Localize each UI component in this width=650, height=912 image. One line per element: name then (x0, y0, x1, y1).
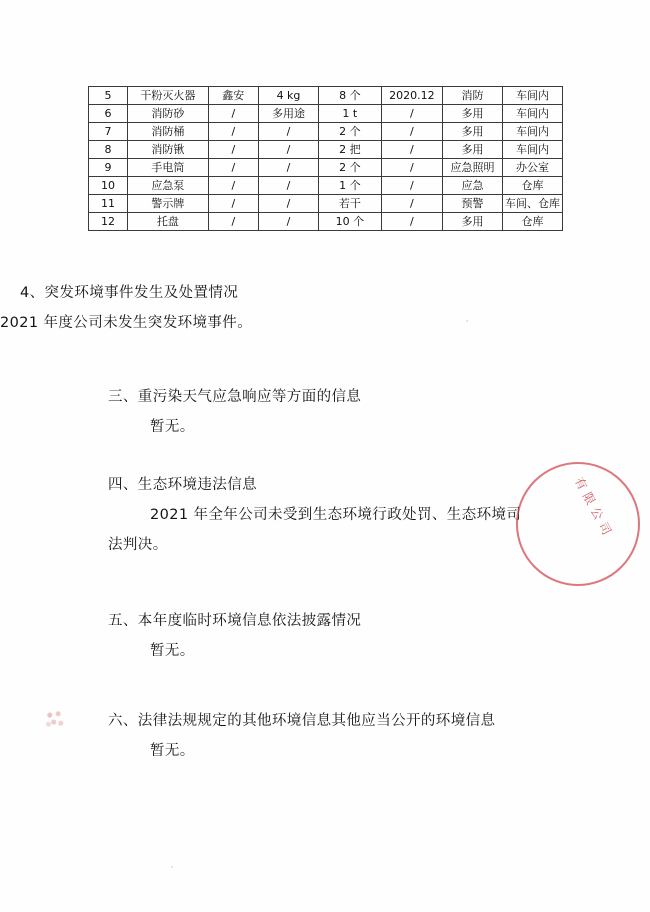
section-interim-disclosure (108, 606, 578, 666)
cell-quantity: 2 把 (319, 141, 381, 159)
cell-spec: / (258, 213, 318, 231)
cell-date: / (381, 159, 443, 177)
cell-quantity: 10 个 (319, 213, 381, 231)
table-row (89, 195, 563, 213)
scan-speck (466, 320, 468, 322)
cell-quantity: 若干 (319, 195, 381, 213)
cell-spec: / (258, 177, 318, 195)
cell-usage: 多用 (443, 105, 503, 123)
equipment-table-body (89, 87, 563, 231)
cell-usage: 多用 (443, 123, 503, 141)
cell-brand: / (208, 177, 258, 195)
cell-spec: 多用途 (258, 105, 318, 123)
cell-usage: 多用 (443, 213, 503, 231)
cell-location: 车间内 (502, 105, 562, 123)
table-row (89, 177, 563, 195)
cell-date: / (381, 195, 443, 213)
cell-brand: 鑫安 (208, 87, 258, 105)
section-heading: 4、突发环境事件发生及处置情况 (20, 285, 239, 301)
cell-date: / (381, 213, 443, 231)
cell-location: 车间内 (502, 123, 562, 141)
section-heading: 三、重污染天气应急响应等方面的信息 (108, 389, 362, 405)
section-line: 暂无。 (150, 419, 195, 435)
cell-usage: 预警 (443, 195, 503, 213)
cell-location: 车间内 (502, 141, 562, 159)
cell-index: 9 (89, 159, 128, 177)
cell-spec: / (258, 195, 318, 213)
section-line: 暂无。 (150, 743, 195, 759)
cell-location: 车间内 (502, 87, 562, 105)
section-line: 2021 年度公司未发生突发环境事件。 (0, 315, 253, 331)
table-row (89, 141, 563, 159)
equipment-table (88, 86, 563, 231)
cell-date: 2020.12 (381, 87, 443, 105)
section-incident (0, 278, 470, 338)
seal-text: 有限公司 (571, 474, 617, 542)
cell-brand: / (208, 213, 258, 231)
cell-quantity: 1 个 (319, 177, 381, 195)
cell-location: 仓库 (502, 177, 562, 195)
cell-quantity: 1 t (319, 105, 381, 123)
cell-name: 手电筒 (128, 159, 209, 177)
cell-date: / (381, 123, 443, 141)
cell-location: 办公室 (502, 159, 562, 177)
section-heading: 四、生态环境违法信息 (108, 477, 257, 493)
cell-spec: / (258, 123, 318, 141)
section-heavy-pollution (108, 382, 578, 442)
cell-name: 干粉灭火器 (128, 87, 209, 105)
cell-name: 消防砂 (128, 105, 209, 123)
cell-usage: 应急照明 (443, 159, 503, 177)
cell-brand: / (208, 195, 258, 213)
cell-spec: 4 kg (258, 87, 318, 105)
table-row (89, 159, 563, 177)
cell-usage: 消防 (443, 87, 503, 105)
cell-index: 12 (89, 213, 128, 231)
section-line: 暂无。 (150, 643, 195, 659)
section-line: 法判决。 (108, 537, 168, 553)
cell-spec: / (258, 159, 318, 177)
cell-index: 7 (89, 123, 128, 141)
cell-index: 6 (89, 105, 128, 123)
cell-index: 5 (89, 87, 128, 105)
cell-date: / (381, 141, 443, 159)
cell-quantity: 8 个 (319, 87, 381, 105)
equipment-table-container (88, 86, 563, 231)
cell-location: 仓库 (502, 213, 562, 231)
cell-brand: / (208, 141, 258, 159)
cell-name: 托盘 (128, 213, 209, 231)
cell-index: 11 (89, 195, 128, 213)
table-row (89, 87, 563, 105)
cell-name: 应急泵 (128, 177, 209, 195)
cell-location: 车间、仓库 (502, 195, 562, 213)
cell-date: / (381, 105, 443, 123)
ink-smudge-mark (42, 706, 68, 732)
cell-date: / (381, 177, 443, 195)
cell-usage: 应急 (443, 177, 503, 195)
cell-brand: / (208, 123, 258, 141)
cell-brand: / (208, 159, 258, 177)
cell-spec: / (258, 141, 318, 159)
cell-index: 8 (89, 141, 128, 159)
cell-name: 消防锹 (128, 141, 209, 159)
cell-brand: / (208, 105, 258, 123)
table-row (89, 123, 563, 141)
section-line: 2021 年全年公司未受到生态环境行政处罚、生态环境司 (150, 507, 522, 523)
section-violations (108, 470, 578, 560)
section-heading: 六、法律法规规定的其他环境信息其他应当公开的环境信息 (108, 713, 496, 729)
cell-quantity: 2 个 (319, 159, 381, 177)
table-row (89, 105, 563, 123)
scan-speck (171, 866, 173, 868)
cell-index: 10 (89, 177, 128, 195)
cell-name: 警示牌 (128, 195, 209, 213)
cell-usage: 多用 (443, 141, 503, 159)
table-row (89, 213, 563, 231)
section-other-info (108, 706, 578, 766)
cell-quantity: 2 个 (319, 123, 381, 141)
cell-name: 消防桶 (128, 123, 209, 141)
section-heading: 五、本年度临时环境信息依法披露情况 (108, 613, 362, 629)
